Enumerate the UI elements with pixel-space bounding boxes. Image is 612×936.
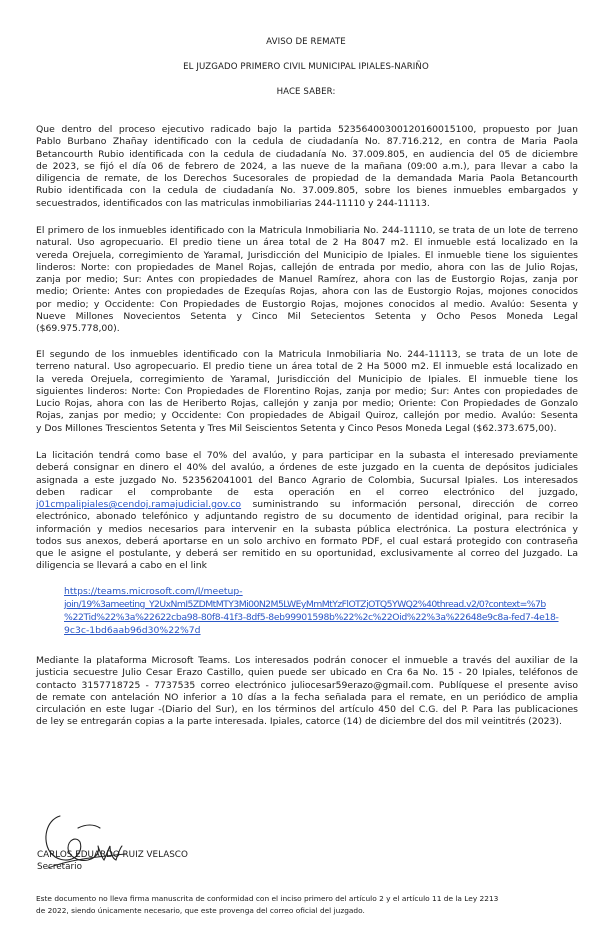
text-line: El segundo de los inmuebles identificado con la Matricula Inmobiliaria No. 244-11113, se trata de un lote de: [36, 349, 578, 360]
text-line: linderos: Norte: con propiedades de Manel Rojas, callejón de entrada por medio, ahora con las de Julio Rojas,: [36, 261, 578, 273]
text-line: Lucio Rojas, ahora con las de Heriberto Rojas, callejón y zanja por medio; Oriente: Con Propiedades de Gonzalo: [36, 398, 578, 409]
text-line: que le asigne el postulante, y deberá ser remitido en su oportunidad, exclusivamente al correo del Juzgado. La: [36, 548, 578, 559]
paragraph-auction-terms: [36, 450, 578, 573]
text-line: información y medios necesarios para intervenir en la subasta pública electrónica. La postura electrónica y: [36, 523, 578, 535]
text-line: de 2023, se fijó el día 06 de febrero de 2024, a las nueve de la mañana (09:00 a.m.), para llevar a cabo la: [36, 160, 578, 172]
paragraph-platform: [36, 655, 578, 729]
text-line: [36, 499, 578, 511]
text-line: Nueve Millones Novecientos Setenta y Cinco Mil Setecientos Setenta y Ocho Pesos Moneda Legal: [36, 310, 578, 322]
link-line[interactable]: https://teams.microsoft.com/l/meetup-: [64, 586, 243, 597]
signatory-name: CARLOS EDUARDO RUIZ VELASCO: [37, 850, 188, 860]
link-line[interactable]: 9c3c-1bd6aab96d30%22%7d: [64, 625, 201, 636]
text-line: justicia secuestre Julio Cesar Erazo Castillo, quien puede ser ubicado en Cra 6a No. 15 - 20 Ipiales, teléfonos de: [36, 667, 578, 679]
text-line: circulación en este lugar -(Diario del Sur), en los términos del artículo 450 del C.G. del P. Para las publicaciones: [36, 704, 578, 715]
text-line: Pablo Burbano Zhañay identificado con la cedula de ciudadanía No. 87.716.212, en contra de Maria Paola: [36, 136, 578, 148]
text-line: deben radicar el comprobante de esta operación en el correo electrónico del juzgado,: [36, 486, 578, 498]
hace-saber-heading: HACE SABER:: [276, 87, 336, 97]
text-line: zanja por medio; Sur: Antes con propiedades de Manuel Ramírez, ahora con las de Eustorgio Rojas, zanja por: [36, 274, 578, 285]
text-line: Que dentro del proceso ejecutivo radicado bajo la partida 52356400300120160015100, propuesto por Juan: [36, 124, 578, 135]
teams-meeting-link[interactable]: [64, 585, 584, 637]
text-line: de ley se entregarán copias a la parte interesada. Ipiales, catorce (14) de diciembre del dos mil veintitrés (2023).: [36, 716, 562, 728]
text-line: El primero de los inmuebles identificado con la Matricula Inmobiliaria No. 244-11110, se trata de un lote de terreno: [36, 225, 578, 236]
text-line: y Dos Millones Trescientos Setenta y Tres Mil Seiscientos Setenta y Cinco Pesos Moneda Legal ($62.373.675,00).: [36, 422, 557, 434]
text-line: de remate con antelación NO inferior a 10 días a la fecha señalada para el remate, en un periódico de amplia: [36, 691, 578, 703]
signatory-title: Secretario: [37, 862, 82, 872]
text-line: La licitación tendrá como base el 70% del avalúo, y para participar en la subasta el interesado previamente: [36, 450, 578, 461]
text-line: asignada a este juzgado No. 523562041001 del Banco Agrario de Colombia, Sucursal Ipiales. Los interesados: [36, 474, 578, 486]
text-line: diligencia se llevará a cabo en el link: [36, 560, 207, 572]
court-email-link[interactable]: j01cmpalipiales@cendoj.ramajudicial.gov.co: [36, 499, 242, 510]
notice-title: AVISO DE REMATE: [266, 37, 346, 47]
text-line: electrónico, abonado telefónico y adjuntando registro de su documento de identidad original, para recibir la: [36, 511, 578, 523]
text-line: vereda Orejuela, corregimiento de Yaramal, Jurisdicción del Municipio de Ipiales. El inmueble tiene los siguientes: [36, 249, 578, 261]
paragraph-second-property: [36, 349, 578, 435]
text-line: por medio; y Occidente: Con Propiedades de Eustorgio Rojas, mojones conocidos al medio. Avalúo: Sesenta y: [36, 298, 578, 310]
text-line: Mediante la plataforma Microsoft Teams. Los interesados podrán conocer el inmueble a través del auxiliar de la: [36, 655, 578, 666]
text-line: ($69.975.778,00).: [36, 323, 120, 334]
text-line: natural. Uso agropecuario. El predio tiene un área total de 2 Ha 8047 m2. El inmueble está localizado en la: [36, 237, 578, 249]
text-line: diligencia de remate, de los Derechos Sucesorales de propiedad de la demandada Maria Paola Betancourth: [36, 173, 578, 184]
link-line[interactable]: join/19%3ameeting_Y2UxNmI5ZDMtMTY3Mi00N2M5LWEyMmMtYzFlOTZjOTQ5YWQ2%40thread.v2/0?context=%7b: [64, 599, 546, 610]
text-line: Rubio identificada con la cedula de ciudadanía No. 37.009.805, sobre los bienes inmuebles embargados y: [36, 185, 578, 197]
legal-footnote: [36, 893, 578, 916]
footnote-line: Este documento no lleva firma manuscrita de conformidad con el inciso primero del artículo 2 y el artículo 11 de la Ley 2213: [36, 894, 499, 903]
link-line[interactable]: %22Tid%22%3a%22622cba98-80f8-41f3-8df5-8eb99901598b%22%2c%22Oid%22%3a%22648e9c8a-fed7-4e18-: [64, 612, 559, 623]
text-line: contacto 3157718725 - 7737535 correo electrónico juliocesar59erazo@gmail.com. Publíquese el presente aviso: [36, 679, 578, 691]
text-line: Rojas, zanjas por medio; y Occidente: Con propiedades de Abigail Quiroz, callejón por medio. Avalúo: Sesenta: [36, 410, 578, 422]
paragraph-process: [36, 124, 578, 210]
paragraph-first-property: [36, 225, 578, 335]
text-line: Betancourth Rubio identificada con la cedula de ciudadanía No. 37.009.805, en audiencia del 05 de diciembre: [36, 148, 578, 160]
court-name: EL JUZGADO PRIMERO CIVIL MUNICIPAL IPIALES-NARIÑO: [183, 62, 429, 72]
text-line: terreno natural. Uso agropecuario. El predio tiene un área total de 2 Ha 5000 m2. El inmueble está localizado en: [36, 361, 578, 373]
text-line: siguientes linderos: Norte: Con Propiedades de Florentino Rojas, zanja por medio; Sur: Antes con propiedades de: [36, 385, 578, 397]
text-line: deberá consignar en dinero el 40% del avalúo, a órdenes de este juzgado en la cuenta de depósitos judiciales: [36, 462, 578, 474]
text-line: secuestrados, identificados con las matriculas inmobiliarias 244-11110 y 244-11113.: [36, 197, 430, 209]
text-fragment: suministrando su información personal, dirección de correo: [252, 499, 578, 510]
footnote-line: de 2022, siendo únicamente necesario, que este provenga del correo oficial del juzgado.: [36, 905, 365, 915]
text-line: medio; Oriente: Antes con propiedades de Ezequías Rojas, ahora con las de Eustorgio Rojas, mojones conocidos: [36, 286, 578, 298]
text-line: todos sus anexos, deberá aportarse en un solo archivo en formato PDF, el cual estará protegido con contraseña: [36, 535, 578, 547]
text-line: la vereda Orejuela, corregimiento de Yaramal, Jurisdicción del Municipio de Ipiales. El inmueble tiene los: [36, 373, 578, 385]
